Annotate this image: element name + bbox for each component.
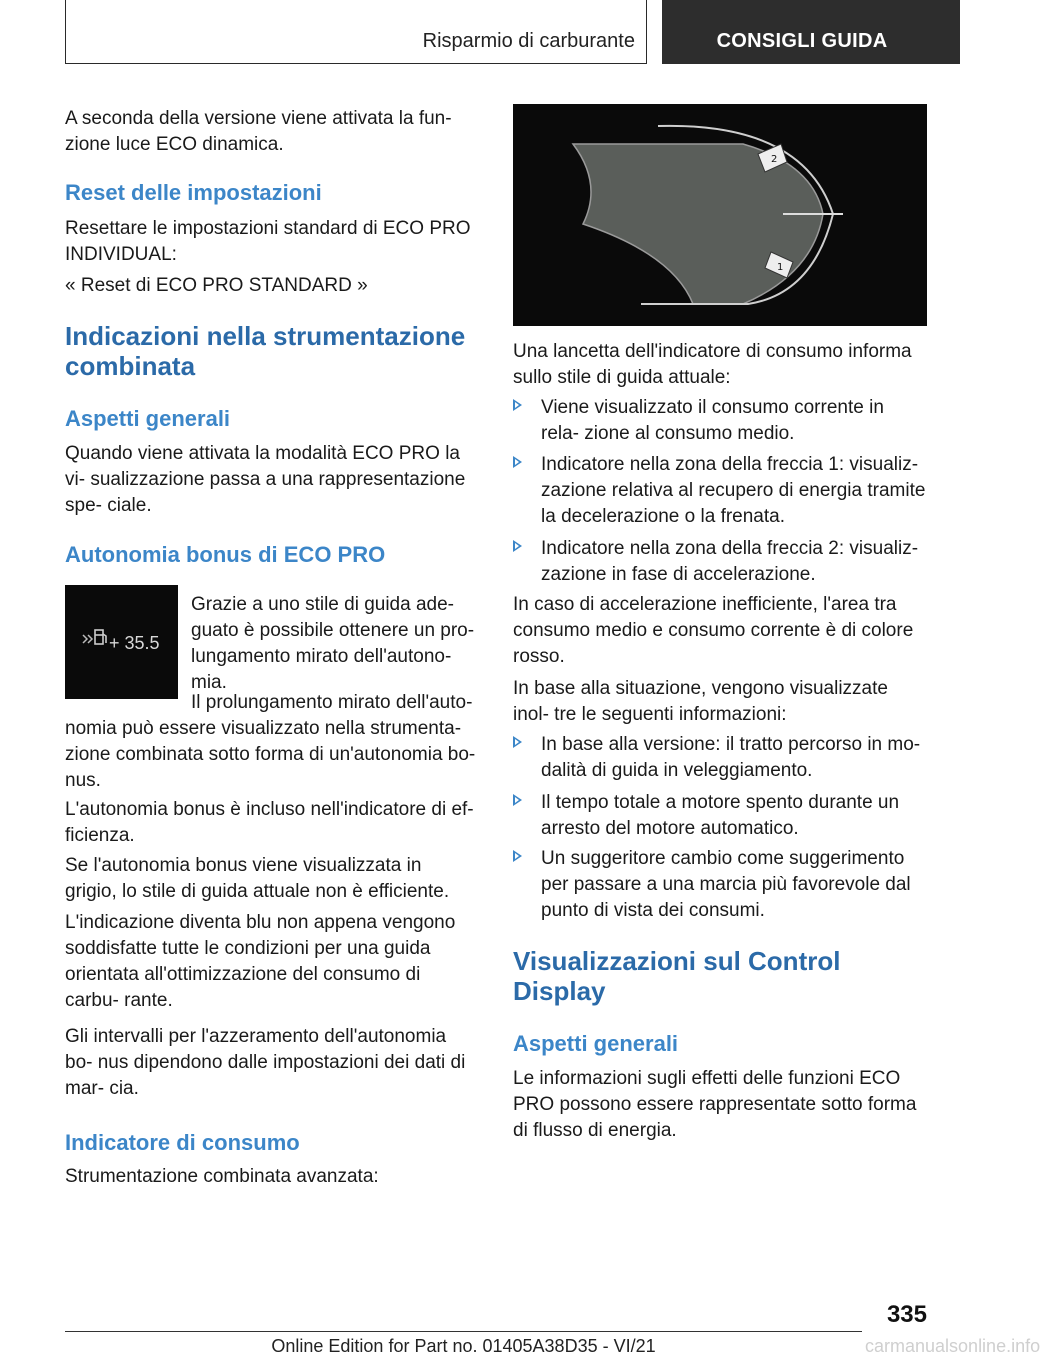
triangle-bullet-icon — [513, 456, 522, 468]
bonus-text-6: Gli intervalli per l'azzeramento dell'autonomia bo- nus dipendono dalle impostazioni dei dati di mar- cia. — [65, 1026, 466, 1099]
gauge-caption: Una lancetta dell'indicatore di consumo informa sullo stile di guida attuale: — [513, 341, 912, 388]
eco-arrows-icon — [83, 635, 92, 643]
general-text-left: Quando viene attivata la modalità ECO PRO la vi- sualizzazione passa a una rappresentazione spe- ciale. — [65, 443, 466, 516]
watermark-logo: carmanualsonline.info — [865, 1336, 1040, 1356]
reset-heading: Reset delle impostazioni — [65, 180, 322, 205]
bonus-text-3: L'autonomia bonus è incluso nell'indicatore di ef- ficienza. — [65, 799, 474, 846]
instrument-cluster-heading: Indicazioni nella strumentazione combinata — [65, 321, 466, 381]
general-text-right: Le informazioni sugli effetti delle funzioni ECO PRO possono essere rappresentate sotto forma di flusso di energia. — [513, 1068, 917, 1141]
consumption-text: Strumentazione combinata avanzata: — [65, 1166, 379, 1187]
consumption-gauge-image — [513, 104, 927, 326]
list-item: Indicatore nella zona della freccia 1: visualiz- zazione relativa al recupero di energia tramite la decelerazione o la frenata. — [541, 452, 927, 530]
reset-menu-path: « Reset di ECO PRO STANDARD » — [65, 275, 368, 296]
footer-divider — [65, 1331, 862, 1332]
intro-text: A seconda della versione viene attivata la fun- zione luce ECO dinamica. — [65, 108, 452, 155]
bonus-text-2a: Il prolungamento mirato dell'auto- — [191, 692, 473, 713]
triangle-bullet-icon — [513, 399, 522, 411]
list-item: In base alla versione: il tratto percorso in mo- dalità di guida in veleggiamento. — [541, 732, 927, 784]
triangle-bullet-icon — [513, 540, 522, 552]
page-number: 335 — [886, 1301, 927, 1328]
arrow-1-label: 1 — [777, 262, 784, 273]
eco-bonus-display-image — [65, 585, 178, 699]
list-item: Il tempo totale a motore spento durante un arresto del motore automatico. — [541, 790, 927, 842]
triangle-bullet-icon — [513, 736, 522, 748]
eco-bonus-value: + 35.5 — [109, 633, 160, 653]
reset-text: Resettare le impostazioni standard di ECO PRO INDIVIDUAL: — [65, 218, 471, 265]
arrow-2-label: 2 — [771, 154, 778, 165]
additional-info-text: In base alla situazione, vengono visualizzate inol- tre le seguenti informazioni: — [513, 678, 888, 725]
bonus-text-2b: nomia può essere visualizzato nella strumenta- zione combinata sotto forma di un'autonomia bo- nus. — [65, 718, 476, 791]
bonus-text-5: L'indicazione diventa blu non appena vengono soddisfatte tutte le condizioni per una guida orientata all'ottimizzazione del consumo di carbu- rante. — [65, 912, 456, 1011]
control-display-heading: Visualizzazioni sul Control Display — [513, 946, 841, 1006]
list-item: Viene visualizzato il consumo corrente in rela- zione al consumo medio. — [541, 395, 927, 447]
bonus-text-4: Se l'autonomia bonus viene visualizzata in grigio, lo stile di guida attuale non è efficiente. — [65, 855, 450, 902]
bonus-heading: Autonomia bonus di ECO PRO — [65, 542, 386, 567]
general-heading-left: Aspetti generali — [65, 406, 231, 431]
gauge-shape — [573, 144, 823, 304]
consumption-heading: Indicatore di consumo — [65, 1130, 300, 1155]
list-item: Indicatore nella zona della freccia 2: visualiz- zazione in fase di accelerazione. — [541, 536, 927, 588]
edition-text: Online Edition for Part no. 01405A38D35 - VI/21 — [271, 1336, 656, 1356]
chapter-title: CONSIGLI GUIDA — [716, 30, 888, 52]
fuel-pump-icon — [95, 630, 106, 644]
triangle-bullet-icon — [513, 850, 522, 862]
section-title: Risparmio di carburante — [422, 30, 635, 52]
bonus-text-1: Grazie a uno stile di guida ade- guato è possibile ottenere un pro- lungamento mirato dell'autono- mia. — [191, 594, 475, 693]
list-item: Un suggeritore cambio come suggerimento per passare a una marcia più favorevole dal punto di vista dei consumi. — [541, 846, 927, 924]
red-area-text: In caso di accelerazione inefficiente, l'area tra consumo medio e consumo corrente è di colore rosso. — [513, 594, 914, 667]
general-heading-right: Aspetti generali — [513, 1031, 679, 1056]
triangle-bullet-icon — [513, 794, 522, 806]
